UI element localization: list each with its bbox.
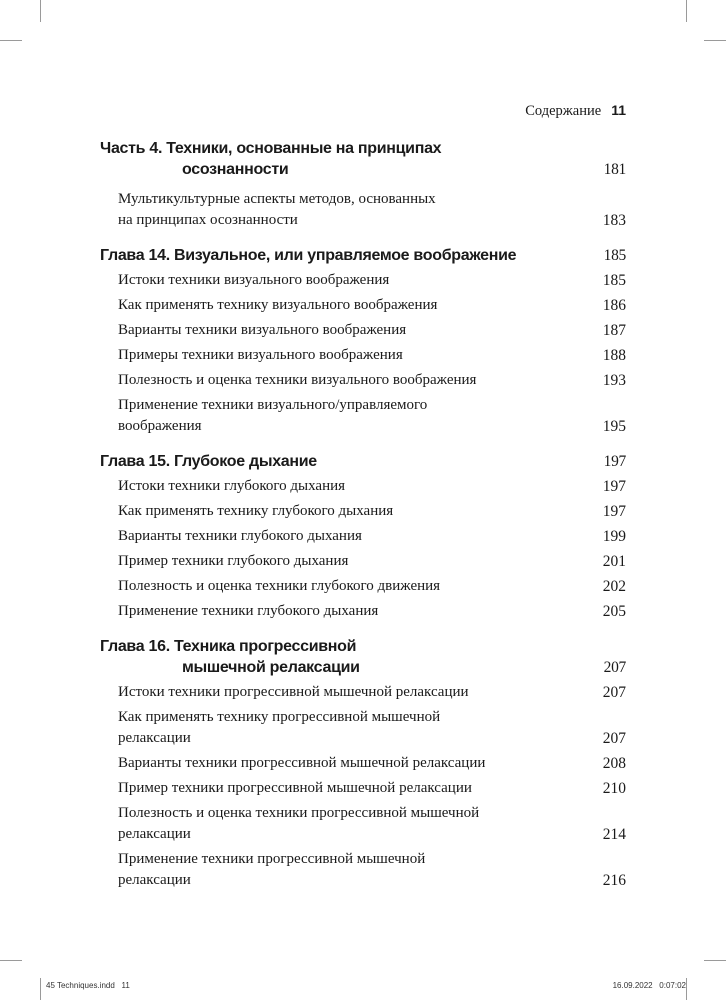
toc-page-number: 197 — [602, 478, 626, 495]
toc-page-number: 201 — [602, 553, 626, 570]
toc-page-number: 197 — [603, 453, 626, 470]
toc-item-line: Истоки техники глубокого дыхания — [118, 478, 346, 494]
toc-item[interactable] — [100, 320, 626, 341]
toc-item-line: Как применять технику глубокого дыхания — [118, 503, 394, 519]
toc-item[interactable] — [100, 345, 626, 366]
toc-page-number: 186 — [602, 297, 626, 314]
page-number: 11 — [611, 102, 626, 118]
toc-item[interactable] — [100, 778, 626, 799]
crop-mark — [0, 40, 22, 41]
toc-heading-line: Глава 15. Глубокое дыхание — [100, 453, 317, 470]
print-slug-file: 45 Techniques.indd 11 — [46, 981, 130, 990]
toc-item-line: воображения — [118, 418, 202, 434]
running-head-title: Содержание — [525, 103, 602, 119]
toc-item[interactable] — [100, 753, 626, 774]
toc-item[interactable] — [100, 601, 626, 622]
toc-item[interactable] — [100, 849, 626, 891]
toc-item[interactable] — [100, 803, 626, 845]
toc-chapter-heading[interactable] — [100, 245, 626, 266]
toc-item-line: Полезность и оценка техники визуального воображения — [118, 372, 477, 388]
toc-item-line: релаксации — [118, 826, 191, 842]
toc-page-number: 181 — [603, 161, 626, 178]
toc-item[interactable] — [100, 501, 626, 522]
crop-mark — [0, 960, 22, 961]
toc-item-line: релаксации — [118, 872, 191, 888]
toc-page-number: 199 — [602, 528, 626, 545]
toc-part-heading[interactable] — [100, 138, 626, 180]
toc-page-number: 197 — [602, 503, 626, 520]
crop-mark — [704, 40, 726, 41]
toc-heading-line: осознанности — [182, 161, 289, 178]
toc-item-line: Применение техники визуального/управляемого — [118, 397, 428, 413]
toc-item-line: Применение техники прогрессивной мышечной — [118, 851, 426, 867]
toc-item-line: Пример техники прогрессивной мышечной релаксации — [118, 780, 472, 796]
toc-page-number: 187 — [602, 322, 626, 339]
toc-item[interactable] — [100, 270, 626, 291]
toc-item-line: Полезность и оценка техники прогрессивной мышечной — [118, 805, 480, 821]
toc-item-line: Примеры техники визуального воображения — [118, 347, 403, 363]
toc-page-number: 185 — [602, 272, 626, 289]
toc-item-line: Истоки техники визуального воображения — [118, 272, 390, 288]
crop-mark — [704, 960, 726, 961]
toc-item[interactable] — [100, 395, 626, 437]
print-slug-datetime: 16.09.2022 0:07:02 — [612, 981, 686, 990]
toc-item-line: Варианты техники глубокого дыхания — [118, 528, 362, 544]
toc-item-line: Варианты техники прогрессивной мышечной релаксации — [118, 755, 486, 771]
toc-item-line: Мультикультурные аспекты методов, основанных — [118, 191, 436, 207]
crop-mark — [686, 0, 687, 22]
running-head — [525, 102, 626, 120]
toc-page-number: 188 — [602, 347, 626, 364]
crop-mark — [686, 978, 687, 1000]
toc-item-line: на принципах осознанности — [118, 212, 298, 228]
toc-item[interactable] — [100, 189, 626, 231]
toc-heading-line: Глава 16. Техника прогрессивной — [100, 638, 357, 655]
toc-item[interactable] — [100, 682, 626, 703]
toc-item-line: Истоки техники прогрессивной мышечной релаксации — [118, 684, 469, 700]
toc-chapter-heading[interactable] — [100, 636, 626, 678]
toc-item[interactable] — [100, 295, 626, 316]
toc-page-number: 185 — [603, 247, 626, 264]
toc-page-number: 216 — [602, 872, 626, 889]
toc-page-number: 183 — [602, 212, 626, 229]
toc-item-line: Применение техники глубокого дыхания — [118, 603, 379, 619]
toc-item[interactable] — [100, 707, 626, 749]
toc-heading-line: Глава 14. Визуальное, или управляемое воображение — [100, 247, 517, 264]
toc-heading-line: мышечной релаксации — [182, 659, 360, 676]
toc-page-number: 202 — [602, 578, 626, 595]
toc-item-line: Пример техники глубокого дыхания — [118, 553, 349, 569]
toc-page-number: 210 — [602, 780, 626, 797]
toc-page-number: 207 — [603, 659, 626, 676]
toc-item[interactable] — [100, 551, 626, 572]
toc-page-number: 195 — [602, 418, 626, 435]
toc-page-number: 207 — [602, 684, 626, 701]
toc-item[interactable] — [100, 576, 626, 597]
toc-page-number: 205 — [602, 603, 626, 620]
table-of-contents — [100, 138, 626, 891]
toc-chapter-heading[interactable] — [100, 451, 626, 472]
toc-page-number: 207 — [602, 730, 626, 747]
toc-item-line: Полезность и оценка техники глубокого движения — [118, 578, 441, 594]
toc-page-number: 214 — [602, 826, 626, 843]
toc-item-line: Варианты техники визуального воображения — [118, 322, 407, 338]
toc-heading-line: Часть 4. Техники, основанные на принципах — [100, 140, 442, 157]
toc-item[interactable] — [100, 370, 626, 391]
crop-mark — [40, 978, 41, 1000]
toc-item-line: релаксации — [118, 730, 191, 746]
toc-page-number: 193 — [602, 372, 626, 389]
toc-item-line: Как применять технику прогрессивной мышечной — [118, 709, 441, 725]
toc-item-line: Как применять технику визуального воображения — [118, 297, 438, 313]
toc-item[interactable] — [100, 476, 626, 497]
crop-mark — [40, 0, 41, 22]
toc-item[interactable] — [100, 526, 626, 547]
toc-page-number: 208 — [602, 755, 626, 772]
